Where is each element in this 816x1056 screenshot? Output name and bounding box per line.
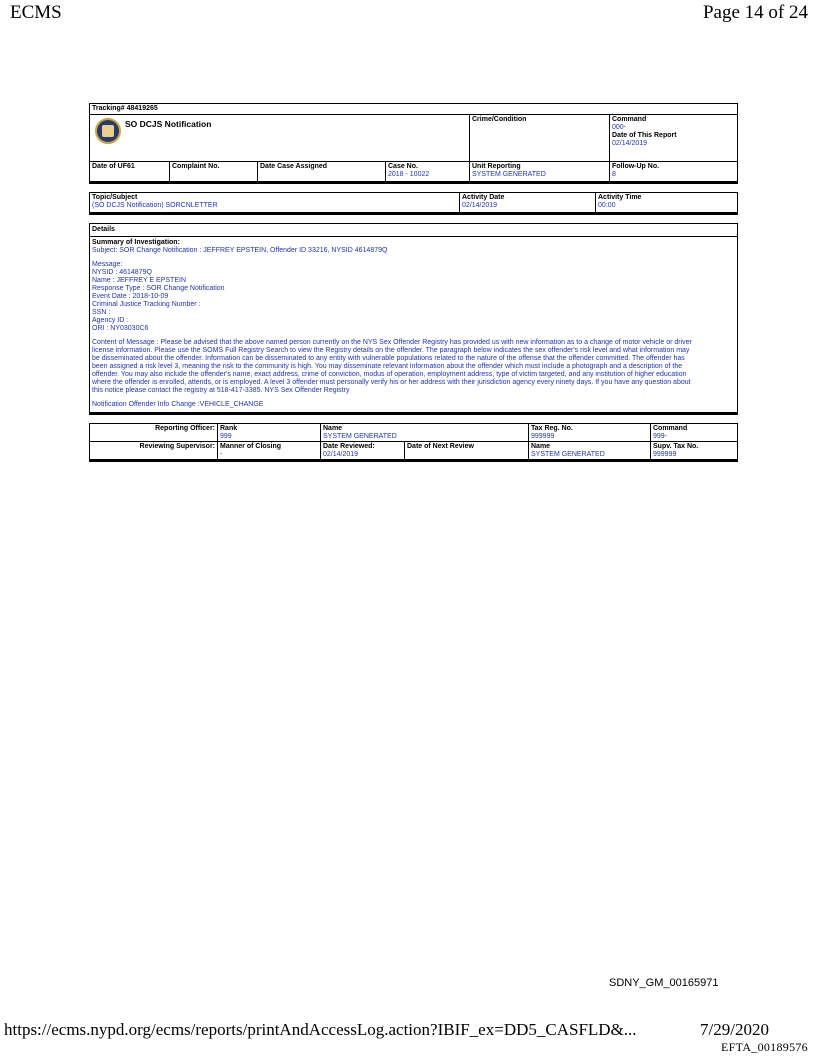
activity-time-label: Activity Time xyxy=(598,194,642,201)
command2-value: 999- xyxy=(653,433,668,440)
follow-up-label: Follow-Up No. xyxy=(612,163,660,170)
activity-date-label: Activity Date xyxy=(462,194,505,201)
follow-up-cell xyxy=(610,162,737,181)
tax-reg-value: 999999 xyxy=(531,433,555,440)
unit-reporting-value: SYSTEM GENERATED xyxy=(472,171,546,178)
supervisor-name-value: SYSTEM GENERATED xyxy=(531,451,605,458)
content-line: Content of Message : Please be advised that the above named person currently on the NYS Sex Offender Registry has provided us with new information as to a change of motor vehicle or driver xyxy=(92,339,692,346)
topic-cell xyxy=(90,193,460,212)
message-line: Message: xyxy=(92,261,123,268)
case-no-cell xyxy=(386,162,470,181)
date-case-assigned-cell xyxy=(258,162,386,181)
tracking-number: Tracking# 48419265 xyxy=(90,104,737,115)
report-title: SO DCJS Notification xyxy=(125,119,212,129)
supervisor-name-label: Name xyxy=(531,443,551,450)
activity-date-cell xyxy=(460,193,596,212)
command-label: Command xyxy=(612,116,647,123)
unit-reporting-label: Unit Reporting xyxy=(472,163,521,170)
command2-label: Command xyxy=(653,425,688,432)
manner-closing-value: - xyxy=(220,451,223,458)
supv-tax-cell xyxy=(651,442,737,459)
message-line: SSN : xyxy=(92,309,111,316)
subject-line: Subject: SOR Change Notification : JEFFREY EPSTEIN, Offender ID 33216, NYSID 4614879Q xyxy=(92,247,388,254)
date-reviewed-label: Date Reviewed: xyxy=(323,443,375,450)
unit-reporting-cell xyxy=(470,162,610,181)
message-line: Event Date : 2018-10-09 xyxy=(92,293,169,300)
rank-label: Rank xyxy=(220,425,238,432)
message-line: NYSID : 4614879Q xyxy=(92,269,152,276)
activity-date-value: 02/14/2019 xyxy=(462,202,498,209)
message-line: Name : JEFFREY E EPSTEIN xyxy=(92,277,187,284)
complaint-no-cell xyxy=(170,162,258,181)
officer-name-cell xyxy=(321,424,529,441)
command-cell xyxy=(610,115,737,161)
date-of-report-label: Date of This Report xyxy=(612,132,677,139)
date-uf61-cell xyxy=(90,162,170,181)
efta-bates-number: EFTA_00189576 xyxy=(721,1040,808,1054)
message-line: Response Type : SOR Change Notification xyxy=(92,285,225,292)
report-form xyxy=(89,103,738,462)
tax-reg-label: Tax Reg. No. xyxy=(531,425,573,432)
message-block xyxy=(92,261,735,333)
content-line: license information. Please use the SOMS Full Registry Search to view the Registry details on the offender. The paragraph below indicates the sex offender's risk level and what information may xyxy=(92,347,690,354)
crime-condition-label: Crime/Condition xyxy=(472,116,527,123)
date-reviewed-value: 02/14/2019 xyxy=(323,451,359,458)
title-cell xyxy=(90,115,470,161)
case-no-label: Case No. xyxy=(388,163,418,170)
print-header-title: ECMS xyxy=(10,2,62,23)
signature-box xyxy=(89,423,738,462)
date-uf61-label: Date of UF61 xyxy=(92,163,135,170)
content-line: this notice please contact the registry at 518-417-3385. NYS Sex Offender Registry xyxy=(92,387,350,394)
supv-tax-value: 999999 xyxy=(653,451,677,458)
details-box xyxy=(89,223,738,415)
follow-up-value: 8 xyxy=(612,171,616,178)
page-indicator: Page 14 of 24 xyxy=(702,2,808,23)
sdny-bates-number: SDNY_GM_00165971 xyxy=(609,977,719,989)
content-line: where the offender is enrolled, attends, or is employed. A level 3 offender must personally verify his or her address with their jurisdiction agency every ninety days. If you have any question about xyxy=(92,379,691,386)
officer-name-value: SYSTEM GENERATED xyxy=(323,433,397,440)
topic-value: (SO DCJS Notification) SORCNLETTER xyxy=(92,202,218,209)
date-reviewed-cell xyxy=(321,442,405,459)
command2-cell xyxy=(651,424,737,441)
content-line: offender. You may also include the offender's name, exact address, crime of conviction, modus of operation, employment address, type of victim targeted, and any institution of higher education xyxy=(92,371,687,378)
topic-label: Topic/Subject xyxy=(92,194,138,201)
command-value: 000- xyxy=(612,124,627,131)
manner-closing-cell xyxy=(218,442,321,459)
activity-time-cell xyxy=(596,193,737,212)
message-line: ORI : NY03030C6 xyxy=(92,325,149,332)
date-of-report-value: 02/14/2019 xyxy=(612,140,648,147)
activity-time-value: 00:00 xyxy=(598,202,616,209)
reporting-officer-label: Reporting Officer: xyxy=(90,424,218,441)
rank-value: 999 xyxy=(220,433,232,440)
details-label: Details xyxy=(90,224,737,237)
print-footer-url: https://ecms.nypd.org/ecms/reports/printAndAccessLog.action?IBIF_ex=DD5_CASFLD&... xyxy=(4,1020,637,1039)
details-body xyxy=(90,237,737,412)
print-footer-date: 7/29/2020 xyxy=(700,1020,769,1039)
manner-closing-label: Manner of Closing xyxy=(220,443,282,450)
notification-line: Notification Offender Info Change :VEHICLE_CHANGE xyxy=(92,401,264,408)
message-line: Agency ID : xyxy=(92,317,129,324)
next-review-cell xyxy=(405,442,529,459)
summary-label: Summary of Investigation: xyxy=(92,239,180,246)
officer-name-label: Name xyxy=(323,425,343,432)
supv-tax-label: Supv. Tax No. xyxy=(653,443,699,450)
report-header-box xyxy=(89,103,738,184)
case-no-value: 2018 - 10022 xyxy=(388,171,430,178)
content-block xyxy=(92,339,735,395)
crime-condition-cell xyxy=(470,115,610,161)
supervisor-name-cell xyxy=(529,442,651,459)
content-line: been assigned a risk level 3, meaning the risk to the community is high. You may disseminate relevant information about the offender which must include a photograph and a description of the xyxy=(92,363,683,370)
reviewing-supervisor-label: Reviewing Supervisor: xyxy=(90,442,218,459)
rank-cell xyxy=(218,424,321,441)
topic-box xyxy=(89,192,738,215)
nypd-shield-icon xyxy=(95,118,121,144)
tax-reg-cell xyxy=(529,424,651,441)
date-case-assigned-label: Date Case Assigned xyxy=(260,163,328,170)
content-line: be disseminated about the offender. Information can be disseminated to any entity with vulnerable populations related to the nature of the offense that the offender committed. The offender has xyxy=(92,355,685,362)
next-review-label: Date of Next Review xyxy=(407,443,474,450)
message-line: Criminal Justice Tracking Number : xyxy=(92,301,201,308)
complaint-no-label: Complaint No. xyxy=(172,163,220,170)
